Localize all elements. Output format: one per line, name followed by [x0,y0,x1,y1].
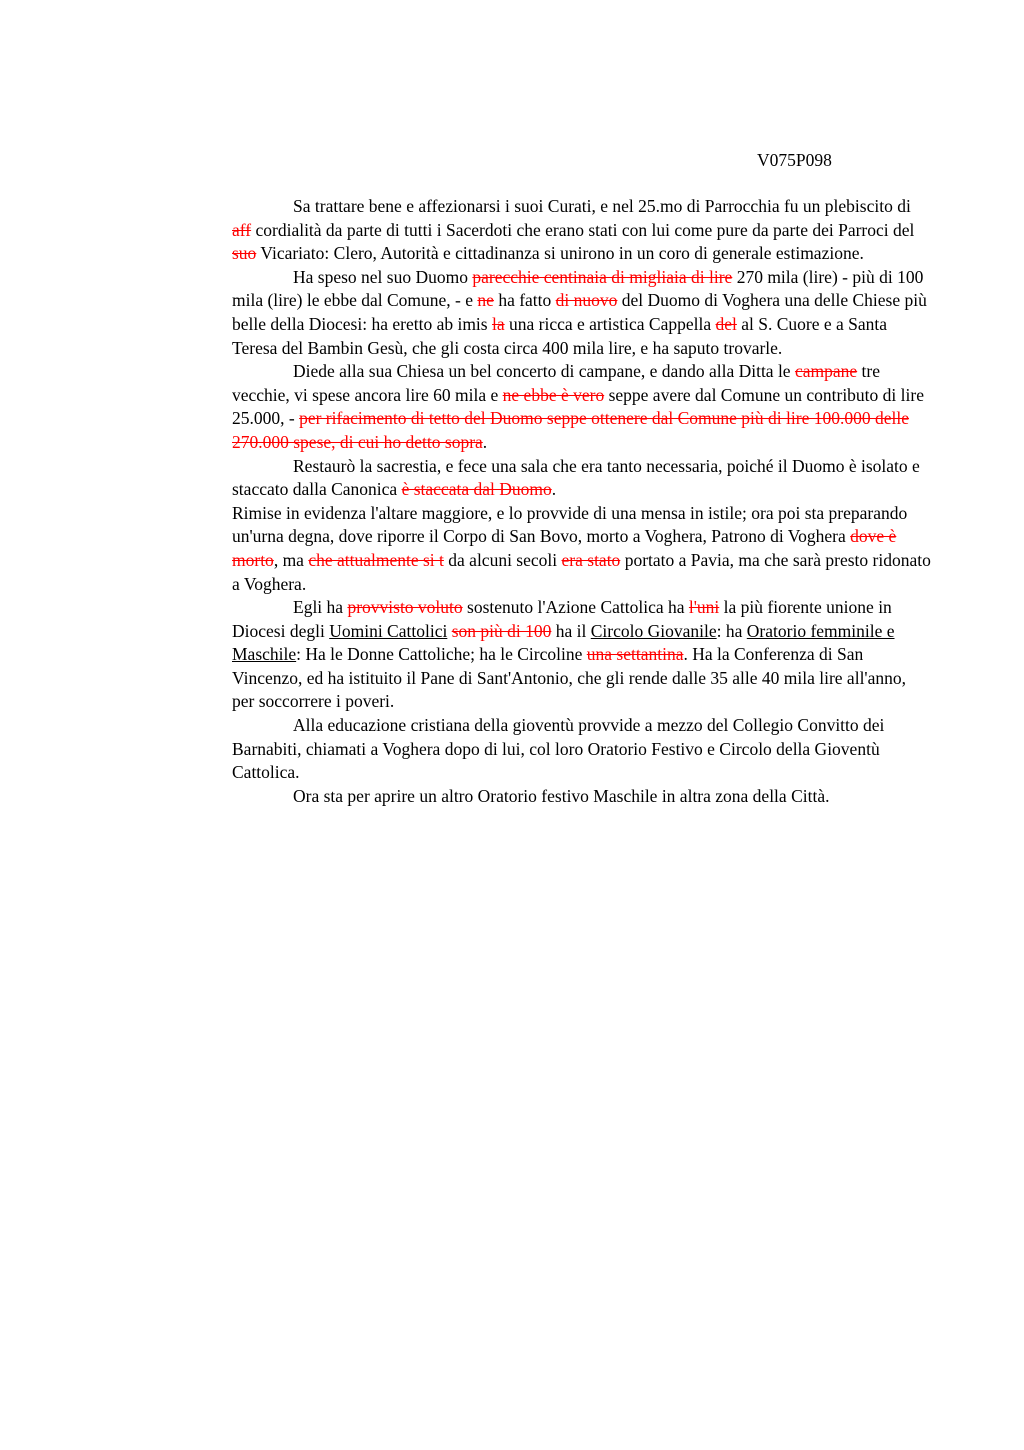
deleted-text: dove è morto [232,526,897,570]
text-segment: Rimise in evidenza l'altare maggiore, e lo provvide di una mensa in istile; ora poi sta preparando un'urna degna, dove riporre il Corpo di San Bovo, morto a Voghera, Patrono di Voghera [232,502,908,547]
text-segment: Alla educazione cristiana della gioventù provvide a mezzo del Collegio Convitto dei Barnabiti, chiamati a Voghera dopo di lui, col loro Oratorio Festivo e Circolo della Gioventù Cattolica. [232,715,885,783]
paragraph [232,360,932,454]
deleted-text: del [715,313,737,334]
paragraph [232,596,932,714]
text-segment: del Duomo di Voghera una delle Chiese più belle della Diocesi: ha eretto ab imis [232,290,927,334]
text-segment: portato a Pavia, ma che sarà presto ridonato a Voghera. [232,549,931,594]
paragraph [232,785,932,809]
text-segment: al S. Cuore e a Santa Teresa del Bambin Gesù, che gli costa circa 400 mila lire, e ha saputo trovarle. [232,313,888,358]
page-identifier: V075P098 [757,150,832,170]
text-segment: cordialità da parte di tutti i Sacerdoti che erano stati con lui come pure da parte dei Parroci del [251,219,915,240]
deleted-text: ne [477,290,494,311]
paragraph [232,502,932,596]
text-segment: una ricca e artistica Cappella [504,313,716,334]
deleted-text: ne ebbe è vero [502,384,605,405]
text-segment: ha fatto [493,290,556,311]
deleted-text: parecchie centinaia di migliaia di lire [472,266,733,287]
text-segment: , ma [273,549,309,570]
text-segment: Egli ha [293,597,348,618]
text-segment: sostenuto l'Azione Cattolica ha [462,597,689,618]
deleted-text: son più di 100 [451,620,552,641]
text-segment: Ha speso nel suo Duomo [293,266,473,287]
text-segment: . [551,479,557,500]
text-segment: tre vecchie, vi spese ancora lire 60 mila e [232,361,880,405]
paragraph [232,455,932,502]
text-segment: seppe avere dal Comune un contributo di lire 25.000, - [232,384,924,429]
deleted-text: la [491,313,505,334]
deleted-text: aff [232,219,252,240]
text-segment: . [482,431,488,452]
deleted-text: di nuovo [555,290,618,311]
text-segment: la più fiorente unione in Diocesi degli [232,597,892,641]
text-segment: Restaurò la sacrestia, e fece una sala che era tanto necessaria, poiché il Duomo è isolato e staccato dalla Canonica [232,455,920,500]
deleted-text: era stato [561,549,621,570]
underlined-text: Uomini Cattolici [329,620,448,641]
text-segment: : Ha le Donne Cattoliche; ha le Circoline [296,644,587,665]
document-body [232,195,932,808]
deleted-text: una settantina [586,644,684,665]
deleted-text: campane [794,361,858,382]
text-segment: Diede alla sua Chiesa un bel concerto di campane, e dando alla Ditta le [293,361,795,382]
text-segment: . Ha la Conferenza di San Vincenzo, ed ha istituito il Pane di Sant'Antonio, che gli rende dalle 35 alle 40 mila lire all'anno, per soccorrere i poveri. [232,644,906,712]
deleted-text: suo [232,243,257,264]
underlined-text: Circolo Giovanile [590,620,717,641]
paragraph [232,714,932,785]
paragraph [232,266,932,360]
deleted-text: provvisto voluto [347,597,463,618]
deleted-text: per rifacimento di tetto del Duomo seppe ottenere dal Comune più di lire 100.000 delle 270.000 spese, di cui ho detto sopra [232,408,909,452]
underlined-text: Oratorio femminile e Maschile [232,620,895,665]
paragraph [232,195,932,266]
text-segment: ha il [551,620,591,641]
text-segment: 270 mila (lire) - più di 100 mila (lire) le ebbe dal Comune, - e [232,266,924,311]
deleted-text: che attualmente si t [308,549,444,570]
deleted-text: l'uni [688,597,720,618]
text-segment: Vicariato: Clero, Autorità e cittadinanza si unirono in un coro di generale estimazione. [256,243,864,264]
deleted-text: è staccata dal Duomo [401,479,552,500]
text-segment: Ora sta per aprire un altro Oratorio festivo Maschile in altra zona della Città. [293,785,830,806]
text-segment: Sa trattare bene e affezionarsi i suoi Curati, e nel 25.mo di Parrocchia fu un plebiscito di [293,196,911,216]
text-segment: da alcuni secoli [443,549,562,570]
text-segment: : ha [716,620,747,641]
